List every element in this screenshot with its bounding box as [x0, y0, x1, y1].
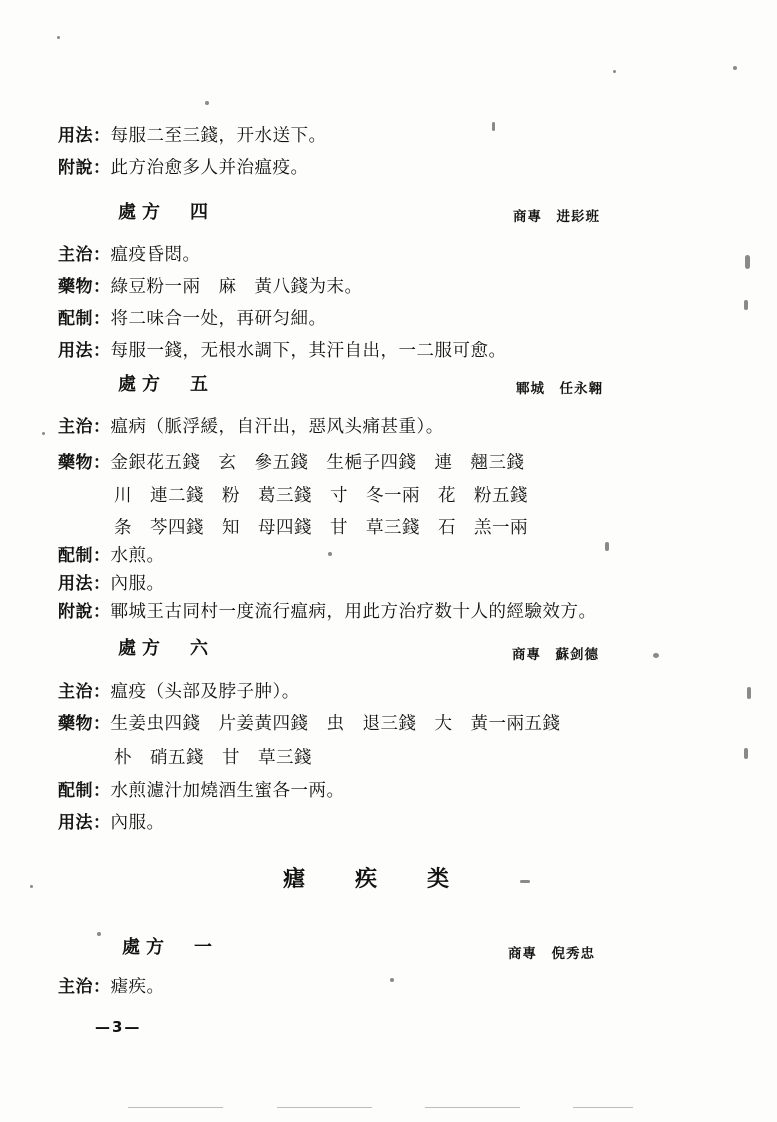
line-text: 每服二至三錢，开水送下。 — [110, 126, 327, 146]
text-line — [58, 682, 300, 702]
line-text: 条 芩四錢 知 母四錢 甘 草三錢 石 羔一兩 — [114, 518, 528, 538]
text-line — [58, 417, 444, 437]
line-text: 瘧疾。 — [110, 977, 165, 997]
prescription-attribution: 商專 倪秀忠 — [508, 946, 595, 962]
line-text: 水煎濾汁加燒酒生蜜各一两。 — [110, 781, 345, 801]
prescription-attribution: 商專 进髟班 — [513, 209, 600, 225]
text-line — [114, 486, 528, 506]
line-text: 瘟疫（头部及脖子肿）。 — [110, 682, 300, 702]
line-label: 用法： — [58, 813, 111, 833]
line-text: 金銀花五錢 玄 參五錢 生梔子四錢 連 翹三錢 — [110, 453, 525, 473]
text-line — [58, 977, 165, 997]
text-line — [58, 245, 201, 265]
text-line — [58, 781, 345, 801]
prescription-attribution: 商專 蘇剑德 — [512, 647, 599, 663]
line-text: 每服一錢，无根水調下，其汗自出，一二服可愈。 — [110, 341, 507, 361]
text-line — [58, 574, 165, 594]
text-line — [58, 546, 165, 566]
line-text: 水煎。 — [110, 546, 165, 566]
section-heading: 瘧 疾 类 — [283, 867, 464, 892]
line-text: 鄆城王古同村一度流行瘟病，用此方治疗数十人的經驗效方。 — [110, 602, 597, 622]
line-label: 用法： — [58, 574, 111, 594]
line-text: 生姜虫四錢 片姜黃四錢 虫 退三錢 大 黃一兩五錢 — [110, 714, 561, 734]
scan-edge-rule — [425, 1107, 520, 1108]
line-label: 主治： — [58, 977, 111, 997]
line-text: 瘟病（脈浮緩，自汗出，惡风头痛甚重）。 — [110, 417, 444, 437]
line-text: 綠豆粉一兩 麻 黃八錢为末。 — [110, 277, 363, 297]
text-line — [58, 813, 165, 833]
line-label: 附說： — [58, 158, 111, 178]
text-line — [58, 714, 561, 734]
line-label: 配制： — [58, 781, 111, 801]
line-label: 主治： — [58, 682, 111, 702]
scan-edge-rule — [277, 1107, 372, 1108]
line-label: 藥物： — [58, 714, 111, 734]
prescription-attribution: 鄆城 任永翱 — [516, 381, 603, 397]
line-label: 主治： — [58, 245, 111, 265]
prescription-title: 處方 四 — [118, 202, 214, 223]
line-label: 藥物： — [58, 277, 111, 297]
line-text: 內服。 — [110, 574, 165, 594]
text-line — [114, 518, 528, 538]
line-label: 配制： — [58, 309, 111, 329]
line-label: 配制： — [58, 546, 111, 566]
line-text: 瘟疫昏悶。 — [110, 245, 201, 265]
text-line — [58, 341, 507, 361]
prescription-title: 處方 六 — [118, 638, 214, 659]
line-text: 川 連二錢 粉 葛三錢 寸 冬一兩 花 粉五錢 — [114, 486, 528, 506]
line-text: 朴 硝五錢 甘 草三錢 — [114, 748, 312, 768]
text-line — [58, 453, 525, 473]
line-text: 此方治愈多人并治瘟疫。 — [110, 158, 309, 178]
prescription-title: 處方 五 — [118, 374, 214, 395]
line-label: 用法： — [58, 341, 111, 361]
page-number: —3— — [95, 1018, 142, 1036]
text-line — [58, 277, 363, 297]
text-line — [58, 309, 327, 329]
line-label: 主治： — [58, 417, 111, 437]
line-text: 将二味合一处，再研匀細。 — [110, 309, 327, 329]
text-line — [58, 158, 309, 178]
line-label: 藥物： — [58, 453, 111, 473]
line-label: 用法： — [58, 126, 111, 146]
prescription-title: 處方 一 — [122, 937, 218, 958]
text-line — [58, 602, 597, 622]
line-text: 內服。 — [110, 813, 165, 833]
line-label: 附說： — [58, 602, 111, 622]
scan-edge-rule — [573, 1107, 633, 1108]
scan-edge-rule — [128, 1107, 223, 1108]
text-line — [58, 126, 327, 146]
text-line — [114, 748, 312, 768]
